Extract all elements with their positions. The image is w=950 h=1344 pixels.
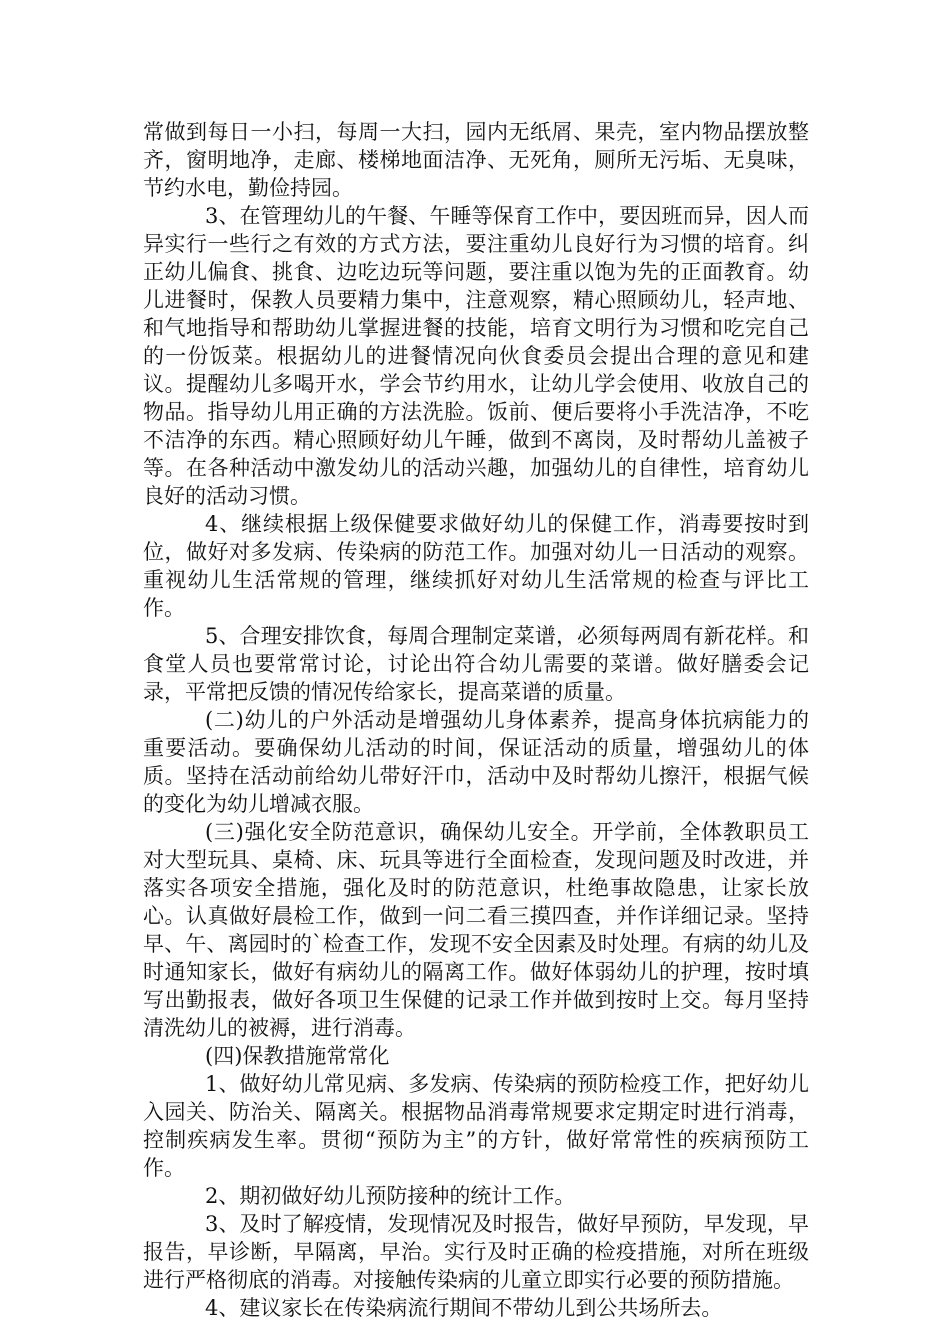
- paragraph-section-2-outdoor: (二)幼儿的户外活动是增强幼儿身体素养，提高身体抗病能力的重要活动。要确保幼儿活动的时间，保证活动的质量，增强幼儿的体质。坚持在活动前给幼儿带好汗巾，活动中及时帮幼儿擦汗，根据气候的变化为幼儿增减衣服。: [143, 708, 809, 816]
- paragraph-item-4-health-care: 4、继续根据上级保健要求做好幼儿的保健工作，消毒要按时到位，做好对多发病、传染病的防范工作。加强对幼儿一日活动的观察。重视幼儿生活常规的管理，继续抓好对幼儿生活常规的检查与评比工作。: [143, 512, 809, 620]
- paragraph-measure-1: 1、做好幼儿常见病、多发病、传染病的预防检疫工作，把好幼儿入园关、防治关、隔离关。根据物品消毒常规要求定期定时进行消毒，控制疾病发生率。贯彻“预防为主”的方针，做好常常性的疾病预防工作。: [143, 1072, 809, 1180]
- paragraph-measure-2: 2、期初做好幼儿预防接种的统计工作。: [205, 1184, 576, 1208]
- document-body: [143, 118, 809, 1322]
- paragraph-section-3-safety: (三)强化安全防范意识，确保幼儿安全。开学前，全体教职员工对大型玩具、桌椅、床、玩具等进行全面检查，发现问题及时改进，并落实各项安全措施，强化及时的防范意识，杜绝事故隐患，让家长放心。认真做好晨检工作，做到一问二看三摸四查，并作详细记录。坚持早、午、离园时的`检查工作，发现不安全因素及时处理。有病的幼儿及时通知家长，做好有病幼儿的隔离工作。做好体弱幼儿的护理，按时填写出勤报表，做好各项卫生保健的记录工作并做到按时上交。每月坚持清洗幼儿的被褥，进行消毒。: [143, 820, 809, 1040]
- paragraph-measure-4: 4、建议家长在传染病流行期间不带幼儿到公共场所去。: [205, 1296, 723, 1320]
- paragraph-measure-3: 3、及时了解疫情，发现情况及时报告，做好早预防，早发现，早报告，早诊断，早隔离，早治。实行及时正确的检疫措施，对所在班级进行严格彻底的消毒。对接触传染病的儿童立即实行必要的预防措施。: [143, 1212, 809, 1292]
- paragraph-cleaning: 常做到每日一小扫，每周一大扫，园内无纸屑、果壳，室内物品摆放整齐，窗明地净，走廊、楼梯地面洁净、无死角，厕所无污垢、无臭味，节约水电，勤俭持园。: [143, 120, 809, 200]
- paragraph-item-3-meals-naps: 3、在管理幼儿的午餐、午睡等保育工作中，要因班而异，因人而异实行一些行之有效的方式方法，要注重幼儿良好行为习惯的培育。纠正幼儿偏食、挑食、边吃边玩等问题，要注重以饱为先的正面教育。幼儿进餐时，保教人员要精力集中，注意观察，精心照顾幼儿，轻声地、和气地指导和帮助幼儿掌握进餐的技能，培育文明行为习惯和吃完自己的一份饭菜。根据幼儿的进餐情况向伙食委员会提出合理的意见和建议。提醒幼儿多喝开水，学会节约用水，让幼儿学会使用、收放自己的物品。指导幼儿用正确的方法洗脸。饭前、便后要将小手洗洁净，不吃不洁净的东西。精心照顾好幼儿午睡，做到不离岗，及时帮幼儿盖被子等。在各种活动中激发幼儿的活动兴趣，加强幼儿的自律性，培育幼儿良好的活动习惯。: [143, 204, 809, 508]
- paragraph-item-5-diet: 5、合理安排饮食，每周合理制定菜谱，必须每两周有新花样。和食堂人员也要常常讨论，讨论出符合幼儿需要的菜谱。做好膳委会记录，平常把反馈的情况传给家长，提高菜谱的质量。: [143, 624, 809, 704]
- section-heading-4-measures: (四)保教措施常常化: [205, 1044, 390, 1068]
